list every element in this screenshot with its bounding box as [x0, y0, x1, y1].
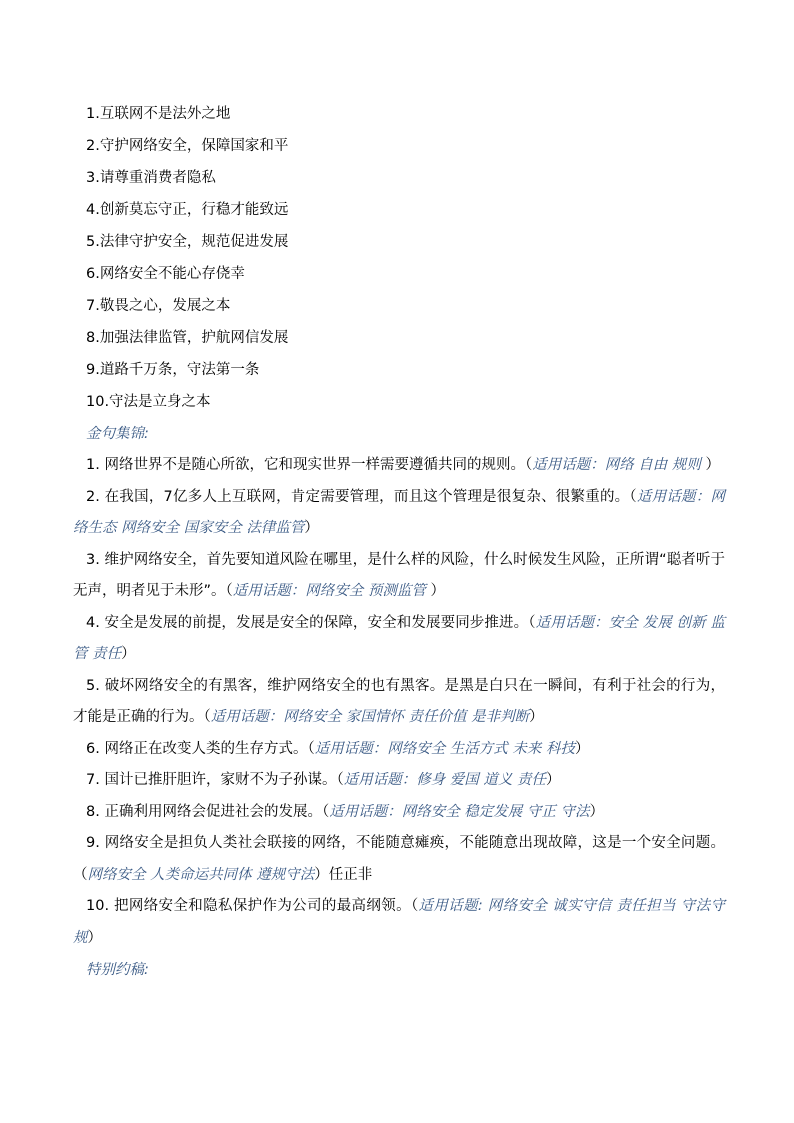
- title-item: 4.创新莫忘守正，行稳才能致远: [86, 202, 289, 218]
- quote-item: [73, 482, 725, 545]
- quote-topic-tag: 适用话题：修身 爱国 道义 责任: [343, 772, 547, 788]
- title-item: 8.加强法律监管，护航网信发展: [86, 330, 289, 346]
- quote-topic-tag: 适用话题：网络生态 网络安全 国家安全 法律监管: [73, 488, 726, 536]
- quote-tail: ）: [529, 709, 544, 725]
- quote-item: [73, 734, 725, 766]
- quote-text: 5. 破坏网络安全的有黑客，维护网络安全的也有黑客。是黑是白只在一瞬间，有利于社会的行为，才能是正确的行为。（: [73, 677, 725, 725]
- quotes-heading: 金句集锦:: [86, 426, 149, 442]
- quote-text: 9. 网络安全是担负人类社会联接的网络，不能随意瘫痪，不能随意出现故障，这是一个安全问题。（: [73, 835, 725, 883]
- quote-topic-tag: 适用话题：网络安全 预测监管: [232, 583, 431, 599]
- quote-text: 2. 在我国，7亿多人上互联网，肯定需要管理，而且这个管理是很复杂、很繁重的。（: [86, 488, 637, 505]
- quote-tail: ）: [546, 772, 561, 788]
- quote-text: 3. 维护网络安全，首先要知道风险在哪里，是什么样的风险，什么时候发生风险，正所谓“聪者听于无声，明者见于未形”。（: [73, 551, 725, 599]
- quote-topic-tag: 适用话题：安全 发展 创新 监管 责任: [73, 614, 725, 662]
- quote-text: 1. 网络世界不是随心所欲，它和现实世界一样需要遵循共同的规则。（: [86, 457, 533, 473]
- quote-topic-tag: 网络安全 人类命运共同体 遵规守法: [87, 866, 315, 883]
- quote-item: [73, 608, 725, 671]
- quote-item: [73, 797, 725, 829]
- quote-tail: ）: [87, 929, 102, 946]
- title-item: 9.道路千万条，守法第一条: [86, 362, 260, 378]
- document-content: [73, 98, 725, 986]
- quote-item: [73, 765, 725, 797]
- quote-topic-tag: 适用话题: 网络安全 诚实守信 责任担当 守法守规: [73, 898, 725, 946]
- title-list: [73, 98, 725, 418]
- title-item: 6.网络安全不能心存侥幸: [86, 266, 245, 282]
- quote-tail: ）: [121, 646, 136, 662]
- quote-tail: ）: [705, 457, 721, 473]
- quote-item: [73, 828, 725, 891]
- quote-item: [73, 891, 725, 954]
- quote-topic-tag: 适用话题：网络安全 稳定发展 守正 守法: [329, 803, 590, 820]
- quote-tail: ）: [304, 520, 319, 536]
- quote-text: 7. 国计已推肝胆许，家财不为子孙谋。（: [86, 772, 344, 788]
- quote-topic-tag: 适用话题：网络安全 生活方式 未来 科技: [314, 740, 576, 757]
- quote-item: [73, 545, 725, 608]
- quote-tail: ）: [575, 740, 590, 757]
- quote-tail: ）: [589, 803, 605, 820]
- title-item: 2.守护网络安全，保障国家和平: [86, 138, 289, 154]
- title-item: 7.敬畏之心，发展之本: [86, 298, 231, 314]
- quote-topic-tag: 适用话题：网络 自由 规则: [532, 457, 706, 473]
- special-heading: 特别约稿:: [86, 962, 149, 978]
- quote-text: 6. 网络正在改变人类的生存方式。（: [86, 740, 315, 757]
- title-item: 1.互联网不是法外之地: [86, 106, 231, 122]
- quote-list: [73, 450, 725, 954]
- quote-item: [73, 450, 725, 482]
- quote-tail: ）任正非: [314, 866, 373, 883]
- quote-text: 4. 安全是发展的前提，发展是安全的保障，安全和发展要同步推进。（: [86, 614, 536, 631]
- quote-text: 8. 正确利用网络会促进社会的发展。（: [86, 803, 330, 820]
- title-item: 5.法律守护安全，规范促进发展: [86, 234, 289, 250]
- quote-item: [73, 671, 725, 734]
- title-item: 10.守法是立身之本: [86, 394, 211, 410]
- quote-text: 10. 把网络安全和隐私保护作为公司的最高纲领。（: [86, 898, 419, 914]
- quote-tail: ）: [430, 583, 445, 599]
- quote-topic-tag: 适用话题：网络安全 家国情怀 责任价值 是非判断: [210, 709, 530, 725]
- title-item: 3.请尊重消费者隐私: [86, 170, 216, 186]
